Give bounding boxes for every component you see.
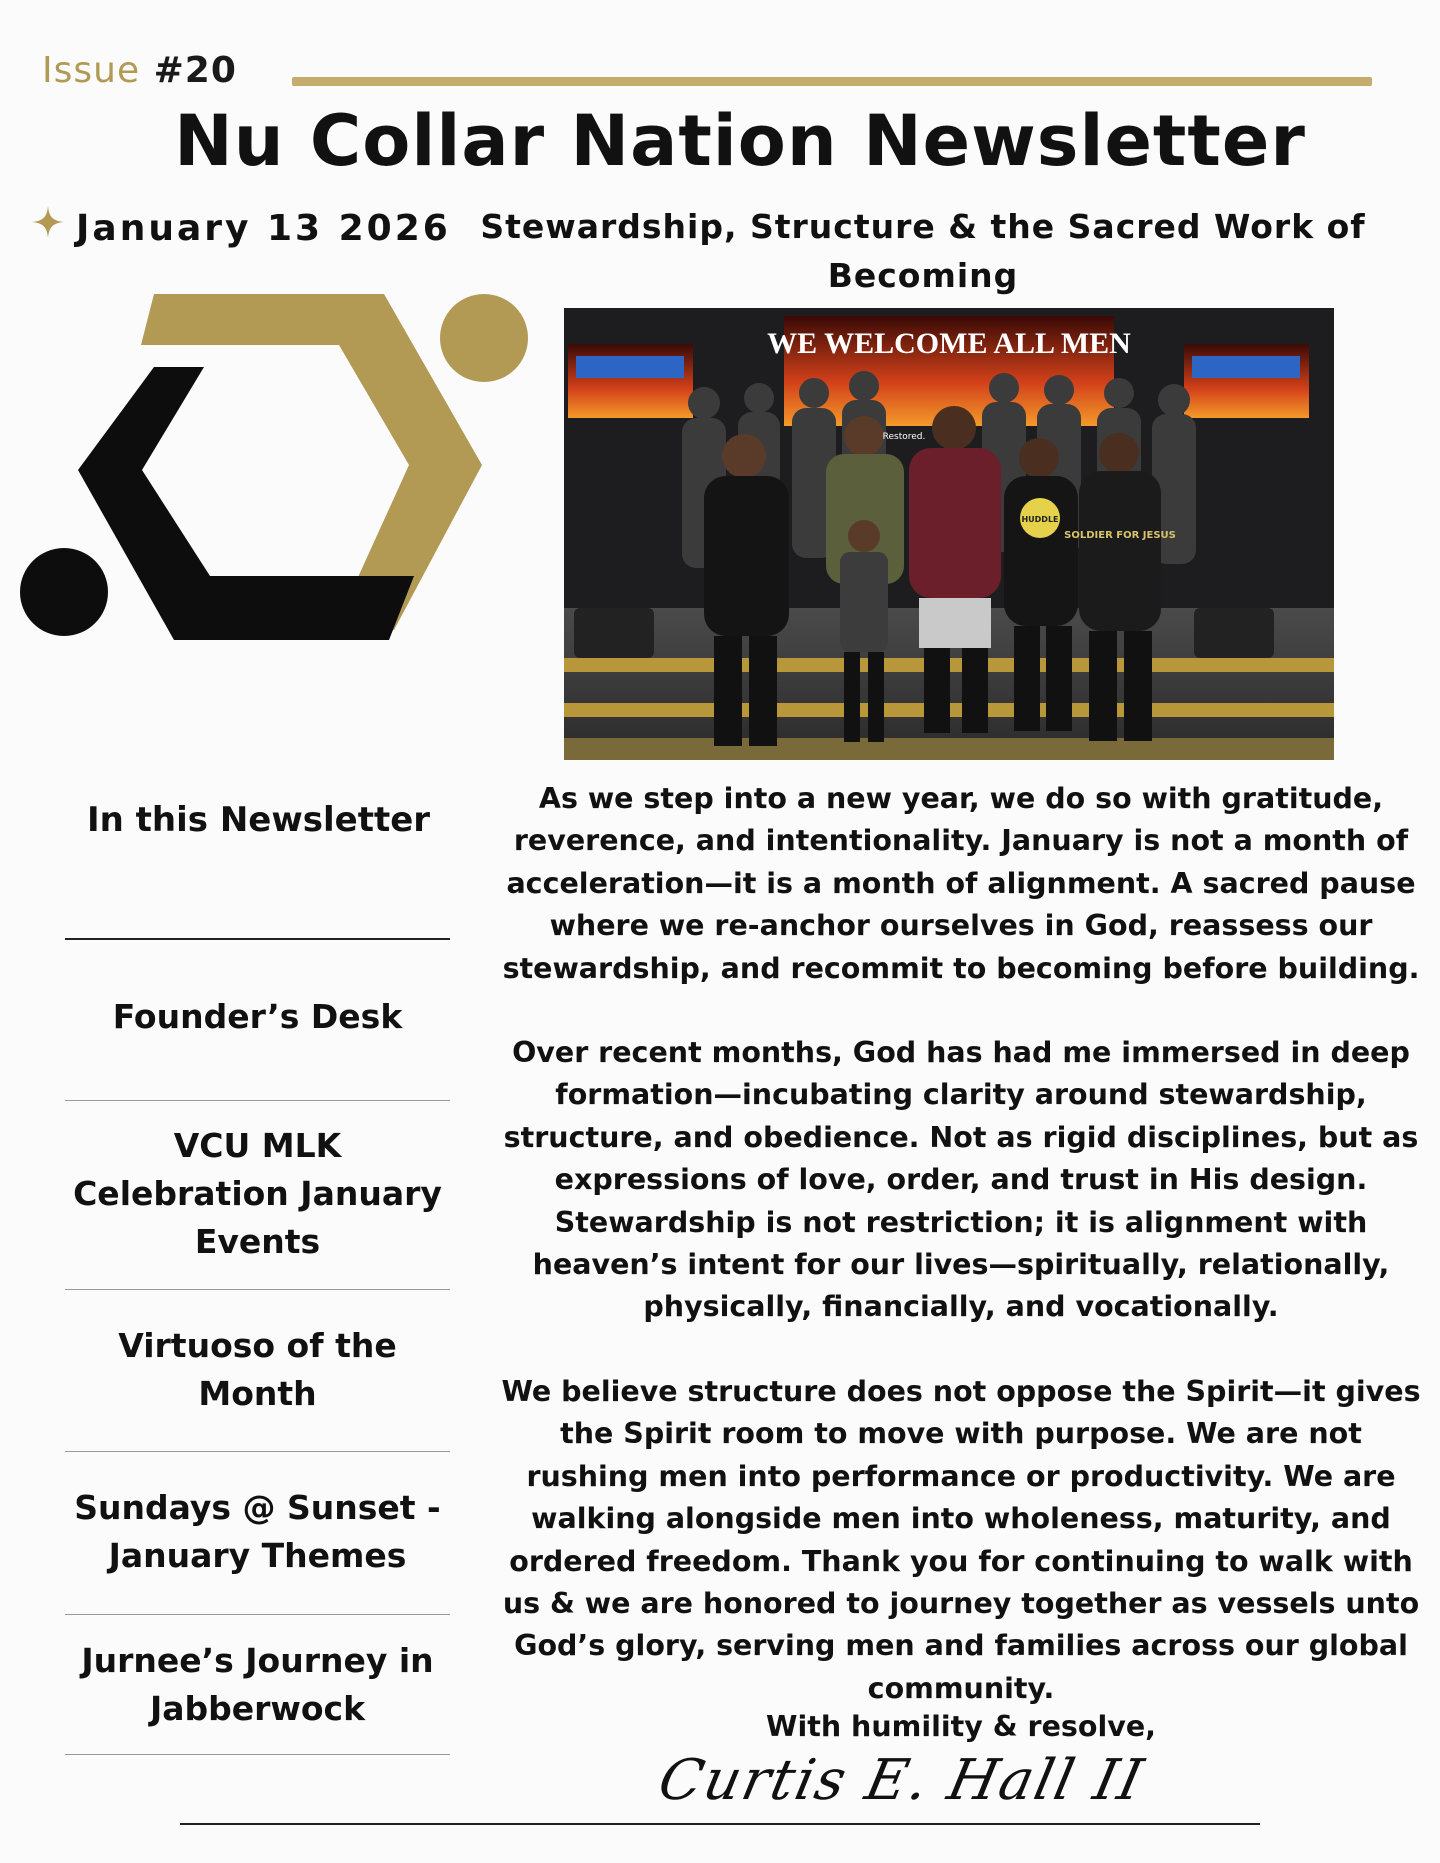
letter-paragraph: Over recent months, God has had me immersed in deep formation—incubating clarity around stewardship, structure, and obedience. Not as rigid disciplines, but as expressions of love, order, and trust in His design. Stewardship is not restriction; it is alignment with heaven’s intent for our lives—spiritually, relationally, physically, financially, and vocationally. [503, 1036, 1419, 1324]
signature: Curtis E. Hall II [653, 1748, 1151, 1813]
toc-item-sundays-at-sunset[interactable]: Sundays @ Sunset - January Themes [74, 1488, 441, 1575]
logo-black-dot [20, 548, 108, 636]
toc-divider [65, 1289, 450, 1290]
toc-divider [65, 1754, 450, 1755]
toc-divider [65, 1451, 450, 1452]
letter-closing: With humility & resolve, [766, 1710, 1156, 1743]
photo-shirt-text-3: HUDDLE [1021, 515, 1059, 524]
nu-collar-logo [14, 290, 534, 650]
photo-shirt-text-1: Restored. [882, 432, 926, 442]
issue-number-value: #20 [153, 50, 237, 91]
toc-divider [65, 1100, 450, 1101]
toc-item-founders-desk[interactable]: Founder’s Desk [112, 997, 403, 1036]
group-photo [564, 308, 1334, 760]
signature-line [180, 1823, 1260, 1825]
newsletter-title: Nu Collar Nation Newsletter [174, 100, 1306, 182]
letter-paragraph: We believe structure does not oppose the Spirit—it gives the Spirit room to move with purpose. We are not rushing men into performance or productivity. We are walking alongside men into wholeness, maturity, and ordered freedom. Thank you for continuing to walk with us & we are honored to journey together as vessels unto God’s glory, serving men and families across our global community. [501, 1374, 1421, 1705]
toc-item-vcu-mlk[interactable]: VCU MLK Celebration January Events [73, 1126, 442, 1261]
founders-letter [500, 778, 1422, 1752]
toc-item-jurnees-journey[interactable]: Jurnee’s Journey in Jabberwock [81, 1641, 434, 1728]
logo-black-hexagon-half [78, 367, 414, 640]
toc-divider [65, 938, 450, 940]
toc-divider [65, 1614, 450, 1615]
header-divider [292, 77, 1372, 86]
issue-label: Issue [42, 50, 141, 91]
issue-number [42, 50, 237, 91]
sparkle-icon [32, 206, 64, 238]
letter-paragraph: As we step into a new year, we do so with gratitude, reverence, and intentionality. January is not a month of acceleration—it is a month of alignment. A sacred pause where we re-anchor ourselves in God, reassess our stewardship, and recommit to becoming before building. [502, 782, 1420, 985]
toc-heading: In this Newsletter [86, 800, 431, 840]
photo-banner-text: WE WELCOME ALL MEN [767, 327, 1131, 360]
logo-gold-dot [440, 294, 528, 382]
issue-date: January 13 2026 [76, 208, 451, 249]
toc-item-virtuoso[interactable]: Virtuoso of the Month [118, 1326, 397, 1413]
photo-shirt-text-2: SOLDIER FOR JESUS [1064, 530, 1176, 541]
article-title: Stewardship, Structure & the Sacred Work of Becoming [480, 207, 1366, 295]
